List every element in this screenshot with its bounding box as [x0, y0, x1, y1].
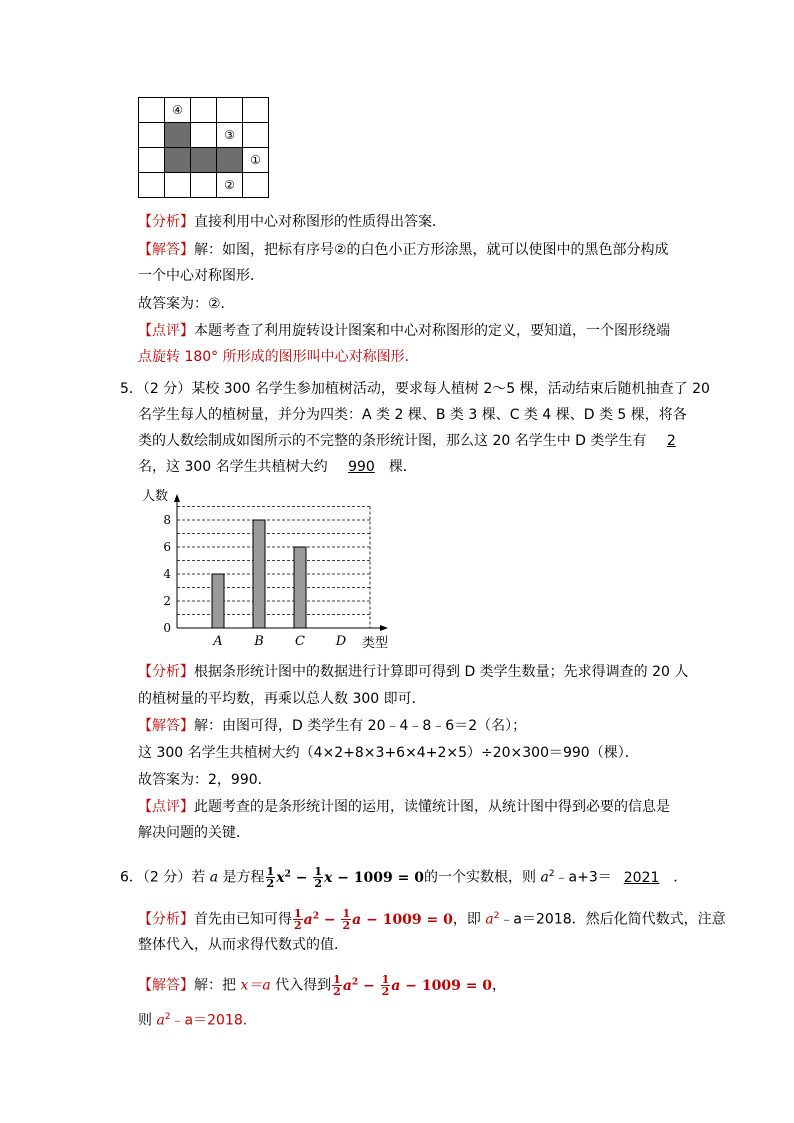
q5-analysis: 【分析】根据条形统计图中的数据进行计算即可得到 D 类学生数量；先求得调查的 20 人: [138, 664, 689, 680]
chart-x-arrow: [380, 625, 388, 631]
q4-analysis: 【分析】直接利用中心对称图形的性质得出答案．: [138, 214, 446, 230]
q6-question: 6．（2 分）若 a 是方程 $\frac{1}{2}$ $x^2$ − $\frac{1}{2}$ x − 1009 = 0的一个实数根，则 $a^2﹣a+3= 2021$ ．: [120, 865, 688, 891]
q5-line2: 名学生每人的植树量，并分为四类：A 类 2 棵、B 类 3 棵、C 类 4 棵、D 类 5 棵，将各: [138, 407, 687, 423]
chart-xtick-label: D: [335, 634, 347, 649]
chart-xlabel: 类型: [362, 636, 389, 651]
q6-blank: 2021: [623, 869, 660, 886]
grid-figure: [138, 97, 269, 198]
grid-cell: ④: [165, 98, 191, 123]
q5-line4: 名，这 300 名学生共植树大约 990 棵．: [138, 459, 417, 475]
chart-ytick-label: 2: [163, 594, 171, 608]
chart-xtick-label: A: [213, 634, 223, 649]
grid-cell: ②: [217, 173, 243, 198]
q4-solution-cont: 一个中心对称图形．: [138, 268, 264, 284]
q5-solution: 【解答】解：由图可得，D 类学生有 20﹣4﹣8﹣6＝2（名）；: [138, 718, 527, 734]
grid-cell: [191, 98, 217, 123]
grid-cell: [217, 98, 243, 123]
chart-xtick-label: C: [295, 634, 305, 649]
q6-solution: 【解答】解：把 x＝a 代入得到 $\frac{1}{2}$ $a^2$ − $\frac{1}{2}$ a − 1009 = 0，: [138, 973, 507, 999]
q4-comment-cont: 点旋转 180° 所形成的图形叫中心对称图形．: [138, 349, 419, 365]
chart-ytick-label: 4: [163, 567, 171, 581]
q6-analysis-cont: 整体代入，从而求得代数式的值．: [138, 937, 348, 953]
chart-ytick-label: 8: [163, 513, 171, 527]
q5-solution-cont: 这 300 名学生共植树大约（4×2+8×3+6×4+2×5）÷20×300＝990（棵）．: [138, 745, 639, 761]
q5-answer: 故答案为：2，990．: [138, 772, 272, 788]
bar-chart: [130, 482, 400, 654]
grid-cell-black: [191, 148, 217, 173]
grid-cell: [139, 98, 165, 123]
q5-blank1: 2: [666, 433, 676, 449]
q6-analysis-equation: $\frac{1}{2}$ $a^2$ − $\frac{1}{2}$ a − 1009 = 0: [294, 907, 453, 933]
q6-solution-equation: $\frac{1}{2}$ $a^2$ − $\frac{1}{2}$ a − 1009 = 0: [333, 973, 493, 999]
grid-cell-black: [217, 148, 243, 173]
grid-cell: [243, 173, 269, 198]
grid-cell: [165, 173, 191, 198]
chart-ytick-label: 0: [163, 621, 171, 635]
q4-answer: 故答案为：②．: [138, 296, 235, 312]
grid-cell: [191, 173, 217, 198]
q6-then: 则 $a^2﹣a=2018$．: [138, 1012, 257, 1029]
grid-cell: [243, 98, 269, 123]
q5-comment-cont: 解决问题的关键．: [138, 825, 250, 841]
chart-bar-C: [294, 547, 306, 628]
grid-cell: [191, 123, 217, 148]
q4-comment: 【点评】本题考查了利用旋转设计图案和中心对称图形的定义，要知道，一个图形绕端: [138, 323, 670, 339]
grid-cell: [139, 123, 165, 148]
q5-analysis-cont: 的植树量的平均数，再乘以总人数 300 即可．: [138, 691, 426, 707]
q6-equation: $\frac{1}{2}$ $x^2$ − $\frac{1}{2}$ x − 1009 = 0: [266, 865, 424, 891]
chart-xtick-label: B: [254, 634, 264, 649]
q5-line1: 5．（2 分）某校 300 名学生参加植树活动，要求每人植树 2～5 棵，活动结束后随机抽查了 20: [120, 381, 710, 397]
chart-y-arrow: [174, 494, 180, 502]
chart-bar-A: [212, 574, 224, 628]
grid-cell: ①: [243, 148, 269, 173]
q5-blank2: 990: [348, 459, 375, 475]
chart-bar-B: [253, 520, 265, 628]
chart-bars: [212, 520, 306, 628]
q4-solution: 【解答】解：如图，把标有序号②的白色小正方形涂黑，就可以使图中的黑色部分构成: [138, 242, 669, 258]
grid-cell: ③: [217, 123, 243, 148]
grid-cell: [139, 173, 165, 198]
chart-ylabel: 人数: [142, 489, 169, 504]
chart-axes: [163, 494, 388, 649]
grid-cell: [139, 148, 165, 173]
q6-analysis: 【分析】首先由已知可得 $\frac{1}{2}$ $a^2$ − $\frac{1}{2}$ a − 1009 = 0，即 $a^2﹣a=2018$．然后化简代数式，注意: [138, 907, 726, 933]
chart-ytick-label: 6: [163, 540, 171, 554]
q5-comment: 【点评】此题考查的是条形统计图的运用，读懂统计图，从统计图中得到必要的信息是: [138, 799, 670, 815]
grid-cell: [243, 123, 269, 148]
grid-cell-black: [165, 148, 191, 173]
q5-line3: 类的人数绘制成如图所示的不完整的条形统计图，那么这 20 名学生中 D 类学生有 2: [138, 431, 680, 451]
chart-grid: [177, 507, 370, 629]
grid-cell-black: [165, 123, 191, 148]
